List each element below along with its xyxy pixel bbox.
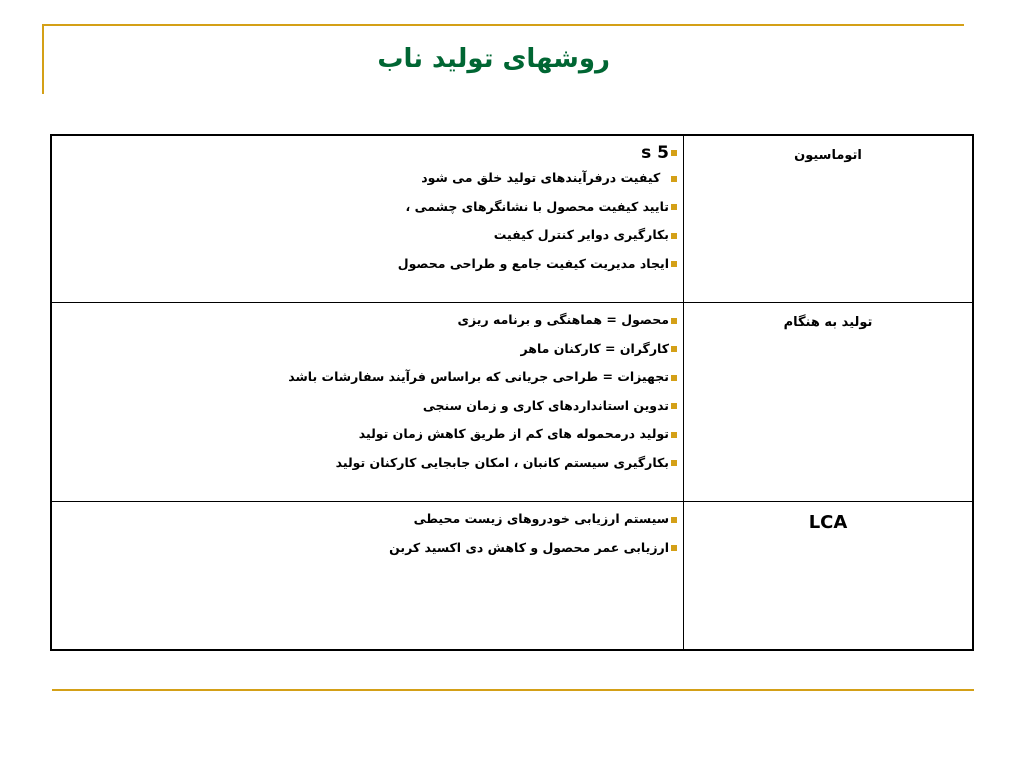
row-heading: اتوماسیون	[683, 136, 972, 302]
bullet-icon	[671, 346, 677, 352]
row-content	[52, 502, 683, 649]
bullet-icon	[671, 318, 677, 324]
list-item: محصول = هماهنگی و برنامه ریزی	[52, 313, 677, 327]
row-heading: تولید به هنگام	[683, 303, 972, 501]
top-rule	[42, 24, 964, 26]
bullet-icon	[671, 517, 677, 523]
row-heading: LCA	[683, 502, 972, 649]
bottom-rule	[52, 689, 974, 691]
list-item: کارگران = کارکنان ماهر	[52, 342, 677, 356]
list-item: بکارگیری دوایر کنترل کیفیت	[52, 228, 677, 242]
list-item: ایجاد مدیریت کیفیت جامع و طراحی محصول	[52, 257, 677, 271]
slide-title: روشهای تولید ناب	[377, 44, 610, 74]
bullet-icon	[671, 150, 677, 156]
row-content	[52, 303, 683, 501]
bullet-icon	[671, 233, 677, 239]
table-row	[52, 136, 972, 303]
row-content	[52, 136, 683, 302]
list-item: ارزیابی عمر محصول و کاهش دی اکسید کربن	[52, 541, 677, 555]
list-item: تولید درمحموله های کم از طریق کاهش زمان تولید	[52, 427, 677, 441]
list-item: کیفیت درفرآیندهای تولید خلق می شود	[52, 171, 677, 185]
bullet-icon	[671, 176, 677, 182]
bullet-icon	[671, 204, 677, 210]
left-rule	[42, 24, 44, 94]
bullet-icon	[671, 432, 677, 438]
bullet-icon	[671, 375, 677, 381]
bullet-icon	[671, 460, 677, 466]
methods-table	[50, 134, 974, 651]
list-item: تجهیزات = طراحی جریانی که براساس فرآیند سفارشات باشد	[52, 370, 677, 384]
list-item: سیستم ارزیابی خودروهای زیست محیطی	[52, 512, 677, 526]
list-item: تدوین استانداردهای کاری و زمان سنجی	[52, 399, 677, 413]
list-item: 5 s	[52, 146, 677, 160]
list-item: بکارگیری سیستم کانبان ، امکان جابجایی کارکنان تولید	[52, 456, 677, 470]
table-row	[52, 502, 972, 649]
table-row	[52, 303, 972, 502]
bullet-icon	[671, 403, 677, 409]
list-item: تایید کیفیت محصول با نشانگرهای چشمی ،	[52, 200, 677, 214]
bullet-icon	[671, 261, 677, 267]
bullet-icon	[671, 545, 677, 551]
